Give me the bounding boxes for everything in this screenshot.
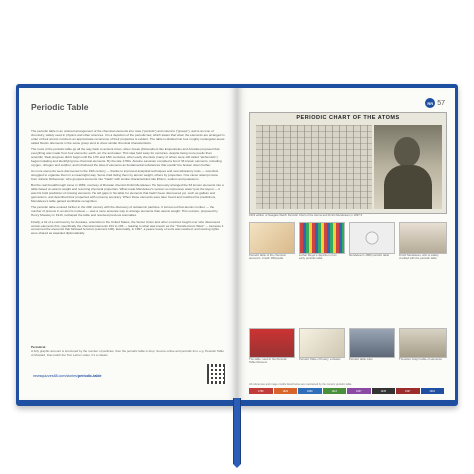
timeline-item: 1937 bbox=[347, 388, 372, 394]
thumb-caption: Dmitri Mendeleev, who is widely credited with the periodic table bbox=[399, 253, 439, 261]
thumb-image bbox=[299, 328, 345, 358]
paragraph: As more elements were discovered in the 19th century — thanks to improved analytical techniques and new laboratory tools — scientists struggled to organise them in a meaningful way. Some tried listing them by atomic weight, others by properties. One clever attempt came from Johann Döbereiner, who grouped elements into "triads" with similar characteristics like lithium, sodium and potassium. bbox=[31, 169, 219, 181]
image-credits: All references and image credits listed below are maintained by the content periodic table. bbox=[249, 383, 353, 386]
thumb-caption: Theodore Gray's table of elements bbox=[399, 357, 442, 361]
page-number-block bbox=[425, 98, 445, 108]
section-badge: RR bbox=[425, 98, 435, 108]
main-caption: 1919 edition of Seagate Welch Periodic Chart of the Atoms and Dmitri Mendeleev in 1897 # bbox=[249, 213, 363, 217]
article-body bbox=[31, 130, 225, 350]
thumb-image bbox=[349, 328, 395, 358]
timeline-item: 1829 bbox=[274, 388, 299, 394]
paragraph: But the real breakthrough came in 1869, courtesy of Russian chemist Dmitri Mendeleev. He famously arranged the 63 known elements into a table based on atomic weight and recurring chemical properties. What made Mendeleev's version so impressive wasn't just the layout — it was his bold prediction of missing elements. He left gaps in his table for elements that hadn't been discovered yet, such as gallium and germanium, and described their properties with uncanny accuracy. When these elements were later found and matched his predictions, Mendeleev's table gained worldwide recognition. bbox=[31, 183, 224, 203]
timeline-item: 1869 bbox=[298, 388, 323, 394]
left-page bbox=[19, 88, 237, 400]
periodic-chart-image bbox=[249, 112, 447, 214]
timeline-item: 1913 bbox=[323, 388, 348, 394]
thumb-image bbox=[399, 328, 447, 358]
article-link[interactable] bbox=[33, 374, 102, 378]
thumb-caption: Periodic table cube bbox=[349, 357, 373, 361]
thumb-caption: Lothar Meyer's depiction of an early periodic table bbox=[299, 253, 337, 261]
poster-title: PERIODIC CHART OF THE ATOMS bbox=[296, 115, 400, 121]
paragraph: Finally, a bit of a controversy for decades, scientists in the United States, the Soviet Union and other countries fought over who discovered certain elements first, specifically the chemical elements 104 to 106 — leading to what was known as the "Transfermium Wars" — because it concerned the elements that followed fermium (element 100). Eventually, in 1997, a peace treaty of sorts was reached, and naming rights were shared as awarded diplomatically. bbox=[31, 219, 224, 236]
thumb-caption: Mendeleev's 1869 periodic table bbox=[349, 253, 390, 257]
footnote bbox=[31, 346, 225, 357]
footnote-text: A fully graphic account is structured by the number of particles, then the periodic table is drop. Source online and periodic font, e.g. Periodic Table of Mustard, that match the Tom Lehrer video. It's a classic. bbox=[31, 348, 224, 357]
page-number: 57 bbox=[437, 99, 445, 107]
timeline-item: 1945 bbox=[372, 388, 397, 394]
timeline-item: 1789 bbox=[249, 388, 274, 394]
thumb-image bbox=[349, 222, 395, 254]
page-title: Periodic Table bbox=[31, 102, 89, 112]
thumb-image bbox=[249, 222, 295, 254]
element-grid bbox=[256, 125, 372, 209]
right-page bbox=[237, 88, 455, 400]
thumb-image bbox=[299, 222, 345, 254]
mendeleev-portrait bbox=[374, 125, 442, 209]
timeline-bar bbox=[249, 388, 445, 394]
thumb-caption: Periodic table of the chemical elements. Credit: Wikipedia bbox=[249, 253, 286, 261]
paragraph: The roots of the periodic table go all the way back to ancient times, when Greek philosophers like Empedocles and Aristotle proposed that everything was made from four elements: earth, air, fire and water. This idea held sway for centuries, despite being more poetic than scientific. Real progress didn't begin until the 17th and 18th centuries, when early chemists (many of whom were still called "alchemists") began isolating and identifying true chemical elements. By the late 1700s, Antoine Lavoisier compiled a list of 33 known elements, including oxygen, nitrogen and sulphur, and introduced the idea of elements as fundamental substances that couldn't be broken down further. bbox=[31, 147, 222, 167]
thumb-image bbox=[399, 222, 447, 254]
footnote-title: Periodical bbox=[31, 345, 46, 349]
qr-code-icon bbox=[207, 364, 227, 384]
thumb-image bbox=[249, 328, 295, 358]
timeline-item: 1997 bbox=[396, 388, 421, 394]
thumb-caption: The table, used in the Periodic Table Museum bbox=[249, 357, 287, 365]
thumb-caption: Periodic Table of Poetry, a classic bbox=[299, 357, 341, 361]
paragraph: The periodic table is an ordered arrangement of the chemical elements into rows ("periods") and columns ("groups"), and is an icon of chemistry, widely used in physics and other sciences. It is a depiction of the periodic law, which states that when the elements are arranged in order of their atomic numbers an approximate recurrence of their properties is evident. The table is divided into four roughly rectangular areas called blocks. Elements in the same group tend to show similar chemical characteristics. bbox=[31, 130, 225, 145]
paragraph: The periodic table evolved further in the 20th century with the discovery of subatomic particles. It turned out that atomic number — the number of protons in an atom's nucleus — was a more accurate way to arrange elements than atomic weight. This revision, proposed by Henry Moseley in 1913, reshaped the table and resolved previous anomalies. bbox=[31, 205, 218, 218]
timeline-item: 2016 bbox=[421, 388, 446, 394]
link-slug: periodic-table bbox=[77, 374, 102, 378]
link-prefix: newsquizzes88.com/stories/ bbox=[33, 374, 78, 378]
bookmark-ribbon bbox=[233, 398, 241, 464]
